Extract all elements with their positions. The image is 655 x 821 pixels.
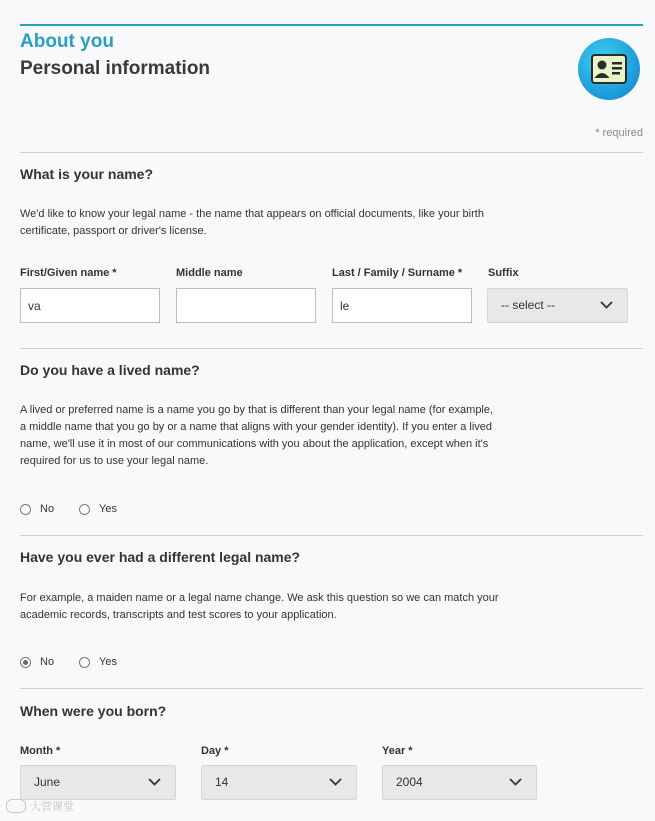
month-select[interactable] bbox=[20, 765, 176, 800]
watermark-logo-icon bbox=[6, 799, 26, 813]
id-card-icon bbox=[578, 38, 640, 100]
last-name-input[interactable] bbox=[332, 288, 472, 323]
chevron-down-icon bbox=[600, 301, 613, 309]
name-question-title: What is your name? bbox=[20, 166, 154, 182]
chevron-down-icon bbox=[148, 778, 161, 786]
header-divider bbox=[20, 24, 643, 26]
radio-label: Yes bbox=[99, 503, 117, 515]
name-help-text: We'd like to know your legal name - the name that appears on official documents, like your birth certificate, passport or driver's license. bbox=[20, 208, 484, 237]
page-title: Personal information bbox=[20, 58, 211, 79]
lived-name-help-text: A lived or preferred name is a name you go by that is different than your legal name (for example, a middle name that you go by or a name that aligns with your gender identity). If you enter a lived name, we'll use it in most of our communications with you about the application, except when it's required for us to use your legal name. bbox=[20, 404, 494, 467]
radio-button[interactable] bbox=[20, 504, 31, 515]
year-label: Year * bbox=[382, 745, 413, 757]
chevron-down-icon bbox=[329, 778, 342, 786]
divider bbox=[20, 348, 643, 349]
divider bbox=[20, 535, 643, 536]
suffix-label: Suffix bbox=[488, 267, 519, 279]
day-selected-value: 14 bbox=[215, 775, 229, 789]
born-question-title: When were you born? bbox=[20, 703, 167, 719]
different-name-yes-option[interactable] bbox=[79, 656, 117, 668]
radio-label: No bbox=[40, 656, 55, 668]
middle-name-input[interactable] bbox=[176, 288, 316, 323]
month-label: Month * bbox=[20, 745, 61, 757]
year-selected-value: 2004 bbox=[396, 775, 423, 789]
month-selected-value: June bbox=[34, 775, 61, 789]
divider bbox=[20, 152, 643, 153]
different-name-question-title: Have you ever had a different legal name? bbox=[20, 549, 301, 565]
middle-name-label: Middle name bbox=[176, 267, 243, 279]
suffix-select[interactable] bbox=[487, 288, 628, 323]
required-note: * required bbox=[595, 127, 643, 139]
first-name-input[interactable] bbox=[20, 288, 160, 323]
radio-button[interactable] bbox=[79, 657, 90, 668]
lived-name-yes-option[interactable] bbox=[79, 503, 117, 515]
radio-label: Yes bbox=[99, 656, 117, 668]
radio-label: No bbox=[40, 503, 55, 515]
radio-button-checked[interactable] bbox=[20, 657, 31, 668]
first-name-label: First/Given name * bbox=[20, 267, 117, 279]
section-title: About you bbox=[20, 31, 114, 52]
different-name-no-option[interactable] bbox=[20, 656, 54, 668]
divider bbox=[20, 688, 643, 689]
last-name-label: Last / Family / Surname * bbox=[332, 267, 463, 279]
radio-button[interactable] bbox=[79, 504, 90, 515]
suffix-selected-value: -- select -- bbox=[501, 298, 555, 312]
different-name-help-text: For example, a maiden name or a legal name change. We ask this question so we can match your academic records, transcripts and test scores to your application. bbox=[20, 592, 499, 621]
day-label: Day * bbox=[201, 745, 229, 757]
lived-name-no-option[interactable] bbox=[20, 503, 54, 515]
watermark bbox=[6, 798, 74, 814]
chevron-down-icon bbox=[509, 778, 522, 786]
year-select[interactable] bbox=[382, 765, 537, 800]
day-select[interactable] bbox=[201, 765, 357, 800]
lived-name-question-title: Do you have a lived name? bbox=[20, 362, 200, 378]
watermark-text: 大营课堂 bbox=[30, 801, 74, 813]
